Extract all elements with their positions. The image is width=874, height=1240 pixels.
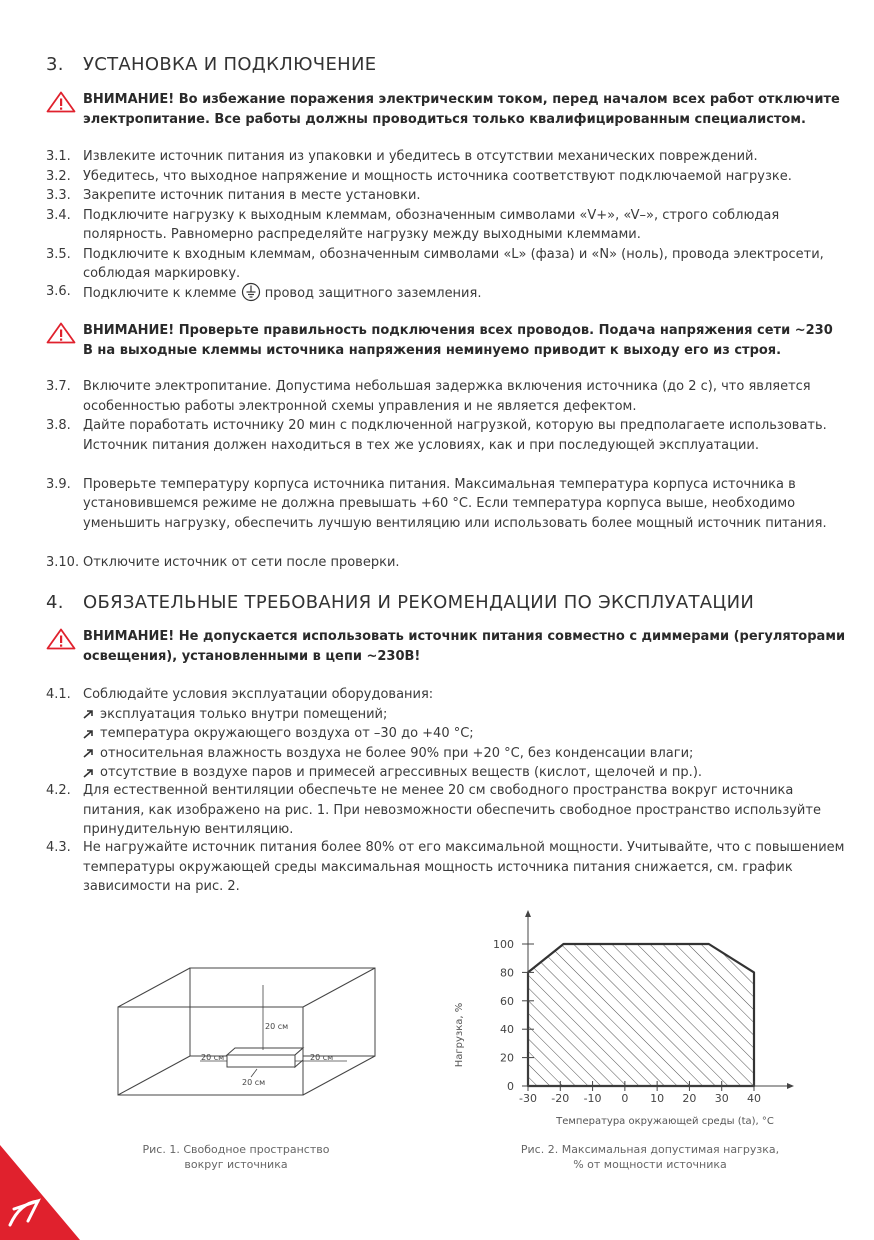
x-tick-label: 10: [650, 1092, 665, 1105]
clearance-label-front: 20 см: [242, 1078, 266, 1087]
list-item: [83, 744, 846, 764]
item-number: 3.1.: [46, 149, 71, 164]
figure-2-caption: [500, 1142, 800, 1172]
item-number: 4.3.: [46, 840, 71, 855]
item-text: [83, 685, 846, 783]
list-item: [46, 167, 846, 187]
x-tick-label: 30: [714, 1092, 729, 1105]
warning-text: ВНИМАНИЕ! Во избежание поражения электрическим током, перед началом всех работ отключите электропитание. Все работы должны проводиться только квалифицированным специалистом.: [83, 92, 840, 127]
item-text-after: провод защитного заземления.: [264, 286, 482, 301]
bullet-text: эксплуатация только внутри помещений;: [100, 706, 388, 722]
item-text: Дайте поработать источнику 20 мин с подключенной нагрузкой, которую вы предполагаете использовать. Источник питания должен находиться в тех же условиях, как и при последующей эксплуатации.: [83, 418, 827, 453]
x-tick-label: -10: [583, 1092, 602, 1105]
box-back-face: [190, 968, 375, 1056]
x-tick-label: 40: [747, 1092, 761, 1105]
item-text: Проверьте температуру корпуса источника питания. Максимальная температура корпуса источника в установившемся режиме не должна превышать +60 °С. Если температура корпуса выше, необходимо уменьшить нагрузку, обеспечить лучшую вентиляцию или использовать более мощный источник питания.: [83, 476, 827, 531]
item-number: 3.5.: [46, 246, 71, 262]
x-axis-arrow: [787, 1083, 794, 1089]
list-item: [46, 206, 846, 245]
item-number: 3.4.: [46, 207, 71, 223]
warning-text: ВНИМАНИЕ! Не допускается использовать источник питания совместно с диммерами (регуляторами освещения), установленными в цепи ~230В!: [83, 629, 846, 664]
section-title: ОБЯЗАТЕЛЬНЫЕ ТРЕБОВАНИЯ И РЕКОМЕНДАЦИИ ПО ЭКСПЛУАТАЦИИ: [83, 592, 755, 613]
item-number: 3.8.: [46, 418, 71, 433]
arrow-bullet-icon: [83, 768, 94, 778]
clearance-label-left: 20 см: [201, 1053, 225, 1062]
item-text: Закрепите источник питания в месте установки.: [83, 188, 421, 203]
caption-line: вокруг источника: [184, 1158, 288, 1171]
list-item: [83, 705, 846, 725]
item-text: Для естественной вентиляции обеспечьте не менее 20 см свободного пространства вокруг источника питания, как изображено на рис. 1. При невозможности обеспечить свободное пространство используйте принудительную вентиляцию.: [83, 783, 821, 837]
warning-icon: [46, 91, 76, 113]
caption-line: Рис. 2. Максимальная допустимая нагрузка,: [520, 1143, 780, 1156]
x-tick-label: 20: [682, 1092, 697, 1105]
item-number: 3.7.: [46, 379, 71, 394]
list-item: [46, 781, 846, 840]
arrow-bullet-icon: [83, 709, 94, 719]
list-item: [46, 377, 846, 416]
item-text: Извлеките источник питания из упаковки и убедитесь в отсутствии механических повреждений.: [83, 149, 758, 164]
item-text: Не нагружайте источник питания более 80% от его максимальной мощности. Учитывайте, что с повышением температуры окружающей среды максимальная мощность источника питания снижается, см. график зависимости на рис. 2.: [83, 840, 845, 894]
clearance-line-front: [251, 1069, 257, 1077]
list-item: [46, 416, 846, 455]
y-tick-label: 100: [493, 938, 514, 951]
y-tick-label: 60: [500, 994, 514, 1008]
x-axis-label: Температура окружающей среды (ta), °С: [556, 1116, 774, 1127]
item-number: 4.1.: [46, 687, 71, 702]
section-number: 4.: [46, 592, 64, 613]
power-supply-block: [227, 1048, 303, 1067]
bullet-text: температура окружающего воздуха от –30 до +40 °С;: [100, 726, 474, 741]
list-item: [46, 282, 846, 304]
caption-line: Рис. 1. Свободное пространство: [142, 1143, 330, 1156]
free-space-diagram: [105, 960, 395, 1100]
list-item: [46, 147, 846, 167]
item-text: Подключите нагрузку к выходным клеммам, обозначенным символами «V+», «V–», строго соблюдая полярность. Равномерно распределяйте нагрузку между выходными клеммами.: [83, 207, 780, 242]
item-text: Отключите источник от сети после проверки.: [83, 554, 400, 570]
bullet-text: отсутствие в воздухе паров и примесей агрессивных веществ (кислот, щелочей и пр.).: [100, 765, 703, 780]
y-tick-label: 40: [500, 1023, 514, 1037]
list-item: [46, 685, 846, 783]
condition-list: [83, 705, 846, 783]
load-area: [528, 944, 754, 1086]
section-4-heading: [46, 592, 754, 613]
item-number: 3.9.: [46, 476, 71, 492]
warning-block: [46, 321, 846, 360]
clearance-label-top: 20 см: [265, 1022, 289, 1031]
arrow-bullet-icon: [83, 748, 94, 758]
list-item: [46, 838, 846, 897]
item-text: Подключите к входным клеммам, обозначенным символами «L» (фаза) и «N» (ноль), провода электросети, соблюдая маркировку.: [83, 246, 824, 281]
item-text-before: Подключите к клемме: [83, 286, 237, 301]
y-axis-arrow: [525, 910, 531, 917]
x-tick-label: -20: [551, 1092, 570, 1105]
bullet-text: относительная влажность воздуха не более 90% при +20 °С, без конденсации влаги;: [100, 745, 694, 761]
y-axis-label: Нагрузка, %: [454, 1002, 465, 1068]
brand-corner-logo: [0, 1145, 80, 1240]
load-derating-chart: [440, 900, 820, 1140]
item-number: 3.2.: [46, 168, 71, 184]
y-tick-label: 20: [500, 1051, 514, 1065]
clearance-label-right: 20 см: [310, 1053, 334, 1062]
x-tick-label: 0: [621, 1092, 629, 1105]
warning-block: [46, 627, 846, 666]
list-item: [46, 186, 846, 206]
warning-text: ВНИМАНИЕ! Проверьте правильность подключения всех проводов. Подача напряжения сети ~230 В на выходные клеммы источника напряжения неминуемо приводит к выходу его из строя.: [83, 323, 833, 358]
x-tick-label: -30: [519, 1092, 537, 1105]
list-item: [46, 245, 846, 284]
item-number: 4.2.: [46, 783, 71, 798]
item-text: Убедитесь, что выходное напряжение и мощность источника соответствуют подключаемой нагрузке.: [83, 168, 792, 184]
warning-block: [46, 90, 846, 129]
item-number: 3.3.: [46, 188, 71, 203]
section-title: УСТАНОВКА И ПОДКЛЮЧЕНИЕ: [83, 54, 377, 75]
section-3-heading: [46, 54, 376, 75]
caption-line: % от мощности источника: [573, 1158, 727, 1171]
warning-icon: [46, 322, 76, 344]
list-item: [83, 724, 846, 744]
arrow-bullet-icon: [83, 729, 94, 739]
figure-1-caption: [86, 1142, 386, 1172]
list-item: [83, 763, 846, 783]
y-tick-label: 0: [507, 1080, 514, 1093]
ground-terminal-icon: [241, 282, 261, 302]
section-number: 3.: [46, 54, 64, 75]
warning-icon: [46, 628, 76, 650]
list-item: [46, 475, 846, 534]
item-text: [83, 282, 846, 304]
item-intro: Соблюдайте условия эксплуатации оборудования:: [83, 687, 434, 702]
item-number: 3.6.: [46, 284, 71, 299]
y-tick-label: 80: [500, 966, 514, 980]
item-text: Включите электропитание. Допустима небольшая задержка включения источника (до 2 с), что является особенностью работы электронной схемы управления и не является дефектом.: [83, 379, 811, 414]
item-number: 3.10.: [46, 554, 80, 570]
list-item: [46, 553, 846, 573]
